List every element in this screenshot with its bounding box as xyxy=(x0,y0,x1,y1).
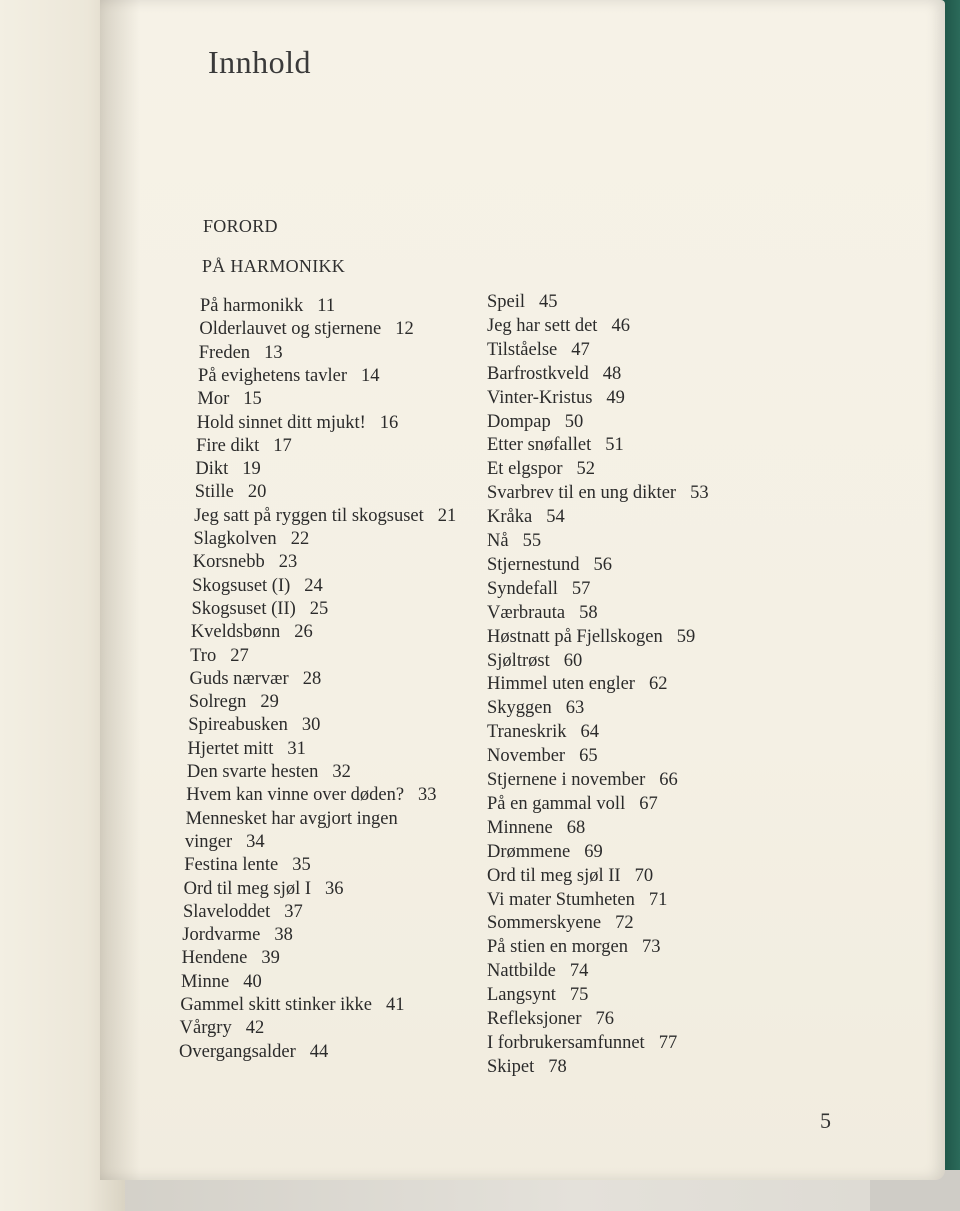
toc-entry-title: Jeg har sett det xyxy=(487,315,598,336)
toc-entry-page: 72 xyxy=(615,913,634,934)
toc-entry xyxy=(182,926,293,945)
toc-entry-title: Slaveloddet xyxy=(182,901,271,922)
toc-entry-title: Hjertet mitt xyxy=(187,738,274,759)
toc-entry-title: November xyxy=(487,746,566,767)
toc-entry-title: Kråka xyxy=(487,507,533,528)
toc-entry xyxy=(487,628,695,647)
toc-entry-title: Ord til meg sjøl II xyxy=(487,865,621,886)
toc-entry-title: Minnene xyxy=(487,817,553,838)
toc-entry-page: 15 xyxy=(243,389,262,410)
toc-entry xyxy=(487,771,678,790)
toc-entry xyxy=(487,556,612,575)
toc-entry-page: 59 xyxy=(676,626,696,647)
toc-entry-title: Stille xyxy=(194,482,234,503)
toc-entry xyxy=(487,843,603,862)
toc-entry xyxy=(192,577,323,596)
toc-entry-title: Sommerskyene xyxy=(487,913,602,934)
toc-entry-page: 40 xyxy=(243,971,262,992)
toc-entry xyxy=(193,530,309,549)
toc-entry-page: 63 xyxy=(565,698,585,719)
toc-entry-title: Mor xyxy=(197,389,230,410)
toc-entry xyxy=(487,484,709,503)
toc-entry-page: 68 xyxy=(566,817,586,838)
toc-entry-page: 14 xyxy=(361,365,380,386)
toc-entry-title: Skyggen xyxy=(487,698,552,719)
toc-entry-page: 70 xyxy=(634,865,654,886)
toc-entry-page: 42 xyxy=(245,1018,265,1039)
toc-entry-page: 37 xyxy=(284,901,303,922)
toc-entry-page: 78 xyxy=(548,1056,567,1077)
toc-entry-page: 56 xyxy=(593,554,612,575)
toc-entry-page: 30 xyxy=(301,715,321,736)
toc-entry xyxy=(182,949,280,968)
toc-entry-title: Syndefall xyxy=(487,578,558,599)
toc-entry xyxy=(200,297,335,316)
toc-entry-page: 76 xyxy=(595,1009,615,1029)
toc-entry-title: Festina lente xyxy=(184,855,279,876)
toc-entry-title: Tro xyxy=(190,645,217,666)
toc-entry-title: Hvem kan vinne over døden? xyxy=(186,785,405,806)
toc-entry xyxy=(180,996,404,1015)
toc-entry-title: Etter snøfallet xyxy=(487,435,592,456)
toc-entry xyxy=(180,1019,265,1038)
toc-entry xyxy=(487,867,653,886)
toc-entry-title: Drømmene xyxy=(487,841,571,862)
toc-entry-page: 20 xyxy=(247,482,267,503)
toc-entry xyxy=(197,414,399,433)
toc-entry-title: Speil xyxy=(487,292,526,312)
toc-entry xyxy=(487,604,598,623)
toc-entry xyxy=(191,623,313,642)
toc-entry-title: Fire dikt xyxy=(196,435,260,456)
toc-entry-title: På evighetens tavler xyxy=(198,365,348,386)
toc-entry-title: Freden xyxy=(198,342,251,363)
toc-entry xyxy=(487,1058,567,1077)
toc-entry-page: 24 xyxy=(304,575,323,596)
toc-entry-title: Korsnebb xyxy=(192,552,265,573)
toc-entry xyxy=(196,437,292,456)
toc-entry-title: Sjøltrøst xyxy=(487,650,550,671)
toc-entry xyxy=(189,693,279,712)
toc-entry-title: Olderlauvet og stjernene xyxy=(199,319,382,340)
section-heading-forord: FORORD xyxy=(203,216,278,236)
toc-entry xyxy=(190,670,322,689)
toc-entry-page: 23 xyxy=(278,552,298,573)
toc-entry-page: 35 xyxy=(292,855,311,876)
toc-entry xyxy=(183,903,303,922)
toc-entry xyxy=(185,833,265,852)
toc-entry xyxy=(487,341,590,360)
toc-entry xyxy=(487,747,598,766)
toc-entry xyxy=(199,344,283,363)
toc-entry xyxy=(487,819,585,838)
toc-entry-page: 65 xyxy=(579,746,598,767)
toc-entry xyxy=(487,436,624,455)
toc-entry xyxy=(487,938,660,957)
toc-entry-page: 67 xyxy=(639,793,658,814)
toc-entry-title: vinger xyxy=(184,831,233,852)
toc-entry-title: Nå xyxy=(487,531,509,551)
toc-entry xyxy=(487,508,565,527)
toc-entry-title: Den svarte hesten xyxy=(186,762,319,782)
toc-entry-title: Stjernestund xyxy=(487,554,580,575)
toc-entry-title: Værbrauta xyxy=(487,602,566,623)
toc-entry xyxy=(487,962,588,981)
toc-entry-page: 55 xyxy=(522,531,542,551)
toc-entry xyxy=(487,532,541,551)
toc-entry xyxy=(487,1010,614,1029)
toc-entry-title: I forbrukersamfunnet xyxy=(487,1032,645,1053)
toc-entry-page: 57 xyxy=(571,578,591,599)
toc-entry-title: Et elgspor xyxy=(487,459,563,480)
toc-entry-title: Spireabusken xyxy=(188,715,288,736)
toc-entry xyxy=(187,763,351,782)
toc-entry-title: Skogsuset (II) xyxy=(191,598,296,619)
toc-entry-page: 12 xyxy=(395,319,414,340)
toc-entry-page: 49 xyxy=(606,387,625,408)
toc-entry-page: 51 xyxy=(605,435,624,456)
page-number: 5 xyxy=(820,1108,831,1133)
toc-entry-title: Minne xyxy=(180,971,230,992)
toc-entry-page: 52 xyxy=(576,459,596,480)
toc-entry-title: På stien en morgen xyxy=(487,937,628,958)
toc-entry-page: 64 xyxy=(580,722,599,743)
toc-entry xyxy=(194,507,456,526)
toc-entry xyxy=(487,723,599,742)
toc-entry xyxy=(186,786,436,805)
toc-entry-title: Vinter-Kristus xyxy=(487,387,593,408)
toc-entry xyxy=(191,600,328,619)
toc-entry-page: 73 xyxy=(641,937,661,958)
toc-entry xyxy=(487,580,590,599)
toc-entry-title: Vi mater Stumheten xyxy=(487,889,635,910)
toc-entry-page: 25 xyxy=(309,598,329,619)
toc-entry-title: Hendene xyxy=(181,948,248,969)
toc-entry-page: 29 xyxy=(260,692,279,713)
toc-entry xyxy=(188,740,306,759)
toc-entry-page: 58 xyxy=(579,602,598,623)
toc-entry-title: Nattbilde xyxy=(487,961,556,982)
toc-entry-page: 28 xyxy=(302,668,322,689)
toc-entry-title: Høstnatt på Fjellskogen xyxy=(487,626,663,647)
toc-entry xyxy=(199,320,413,339)
toc-entry xyxy=(487,460,595,479)
toc-entry-page: 45 xyxy=(539,292,558,312)
toc-entry xyxy=(179,1043,328,1062)
toc-entry xyxy=(181,973,262,992)
toc-entry-title: Barfrostkveld xyxy=(487,363,589,384)
toc-entry-page: 48 xyxy=(602,363,622,384)
toc-entry xyxy=(197,390,261,409)
toc-entry-page: 21 xyxy=(437,505,457,526)
toc-entry-page: 11 xyxy=(317,296,336,316)
toc-entry-page: 62 xyxy=(648,674,668,695)
toc-entry-title: Tilståelse xyxy=(487,339,558,360)
toc-entry-page: 66 xyxy=(659,770,678,790)
toc-entry-title: Guds nærvær xyxy=(189,668,289,689)
toc-entry-title: På harmonikk xyxy=(200,296,304,316)
toc-entry xyxy=(487,675,667,694)
toc-entry xyxy=(186,810,398,829)
toc-entry xyxy=(487,699,584,718)
toc-entry xyxy=(195,460,260,479)
toc-entry-page: 16 xyxy=(379,412,399,433)
toc-entry-page: 47 xyxy=(571,339,590,360)
toc-entry xyxy=(487,389,625,408)
toc-entry-page: 46 xyxy=(611,315,630,336)
toc-entry-page: 74 xyxy=(569,961,589,982)
toc-entry-page: 77 xyxy=(658,1032,678,1053)
toc-entry-title: Kveldsbønn xyxy=(190,622,281,643)
toc-entry xyxy=(487,986,588,1005)
toc-entry-page: 69 xyxy=(584,841,603,862)
toc-entry-page: 34 xyxy=(246,831,265,852)
toc-entry-title: Refleksjoner xyxy=(487,1009,582,1029)
toc-entry xyxy=(487,795,658,814)
toc-entry-page: 54 xyxy=(546,507,565,528)
toc-entry xyxy=(195,483,267,502)
toc-entry-title: På en gammal voll xyxy=(487,793,626,814)
toc-entry xyxy=(184,856,311,875)
toc-entry-page: 39 xyxy=(261,948,280,969)
toc-entry xyxy=(184,880,344,899)
toc-entry-title: Solregn xyxy=(188,692,247,713)
toc-entry-title: Skipet xyxy=(487,1056,535,1077)
toc-entry-page: 53 xyxy=(690,483,709,504)
toc-entry-title: Overgangsalder xyxy=(179,1041,296,1062)
toc-entry xyxy=(487,914,634,933)
toc-entry-title: Langsynt xyxy=(487,985,556,1006)
toc-entry xyxy=(198,367,379,386)
toc-entry xyxy=(487,365,621,384)
toc-entry-page: 31 xyxy=(287,738,306,759)
toc-entry-page: 44 xyxy=(309,1041,329,1062)
toc-entry-page: 60 xyxy=(563,650,583,671)
toc-entry-title: Ord til meg sjøl I xyxy=(183,878,312,899)
toc-entry-page: 36 xyxy=(325,878,344,899)
toc-entry-title: Jordvarme xyxy=(182,925,261,946)
toc-entry-page: 19 xyxy=(242,459,261,480)
toc-entry-title: Vårgry xyxy=(179,1018,232,1039)
toc-entry-page: 38 xyxy=(274,925,293,946)
toc-entry-title: Mennesket har avgjort ingen xyxy=(185,808,398,829)
toc-entry-page: 32 xyxy=(332,762,351,782)
section-heading-pa-harmonikk: PÅ HARMONIKK xyxy=(202,256,346,276)
toc-entry xyxy=(190,647,249,666)
toc-entry-title: Himmel uten engler xyxy=(487,674,635,695)
toc-entry-title: Dikt xyxy=(195,459,229,480)
toc-entry-page: 22 xyxy=(290,529,310,549)
toc-entry-page: 17 xyxy=(273,435,292,456)
toc-entry-page: 71 xyxy=(648,889,668,910)
toc-entry-title: Gammel skitt stinker ikke xyxy=(180,995,372,1015)
toc-entry xyxy=(487,413,583,432)
toc-entry xyxy=(487,293,558,312)
toc-entry xyxy=(487,891,667,910)
toc-entry-page: 33 xyxy=(418,785,437,806)
toc-entry-page: 13 xyxy=(264,342,283,363)
toc-entry-title: Slagkolven xyxy=(193,529,277,549)
page-title: Innhold xyxy=(208,44,312,80)
toc-entry-page: 41 xyxy=(385,995,405,1015)
toc-entry xyxy=(487,652,582,671)
toc-entry-title: Skogsuset (I) xyxy=(192,575,291,596)
toc-entry xyxy=(487,1034,677,1053)
toc-entry-title: Hold sinnet ditt mjukt! xyxy=(196,412,366,433)
toc-entry-title: Stjernene i november xyxy=(487,770,646,790)
toc-entry-page: 26 xyxy=(294,622,313,643)
toc-entry-page: 75 xyxy=(569,985,589,1006)
toc-entry-title: Traneskrik xyxy=(487,722,567,743)
toc-entry xyxy=(487,317,630,336)
toc-entry xyxy=(193,553,297,572)
toc-entry-title: Jeg satt på ryggen til skogsuset xyxy=(194,505,424,526)
toc-entry xyxy=(188,716,320,735)
toc-entry-page: 50 xyxy=(564,411,584,432)
toc-entry-page: 27 xyxy=(230,645,249,666)
toc-entry-title: Svarbrev til en ung dikter xyxy=(487,483,677,504)
toc-entry-title: Dompap xyxy=(487,411,551,432)
